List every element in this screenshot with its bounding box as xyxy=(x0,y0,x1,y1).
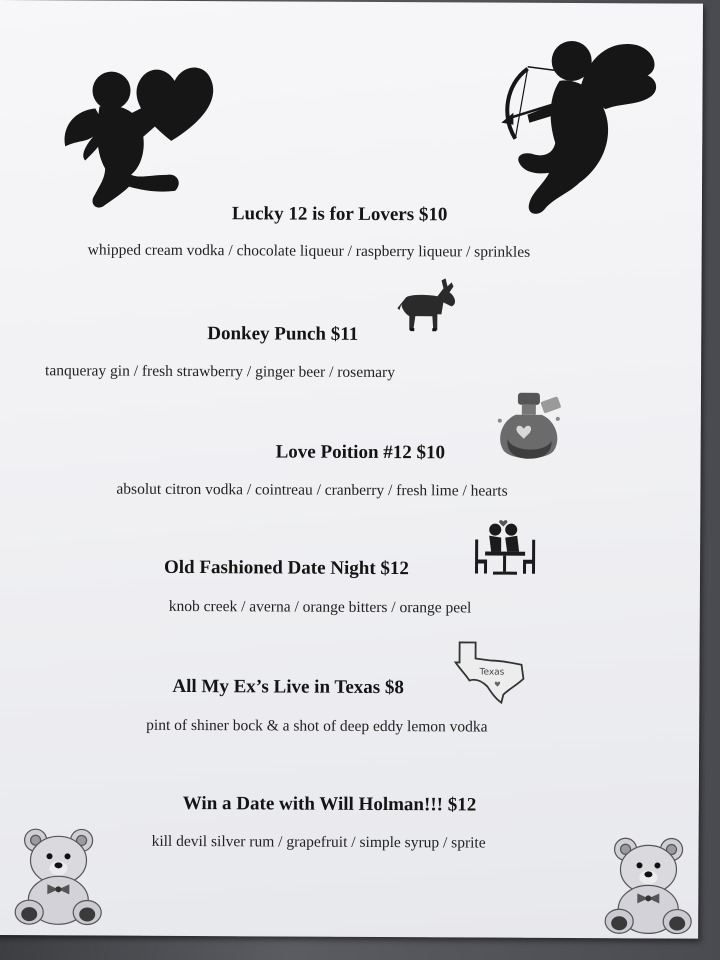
menu-item-5-title: All My Ex’s Live in Texas $8 xyxy=(172,675,405,699)
love-potion-bottle-icon xyxy=(494,391,564,463)
menu-item-1-ingredients: whipped cream vodka / chocolate liqueur / raspberry liqueur / sprinkles xyxy=(87,241,531,261)
menu-item-5-ingredients: pint of shiner bock & a shot of deep eddy lemon vodka xyxy=(146,716,488,736)
menu-item-3-title: Love Poition #12 $10 xyxy=(275,441,446,464)
donkey-icon xyxy=(397,278,459,336)
cupid-with-heart-icon xyxy=(59,50,220,216)
menu-item-1-title: Lucky 12 is for Lovers $10 xyxy=(231,203,448,226)
menu-item-2-ingredients: tanqueray gin / fresh strawberry / ginger beer / rosemary xyxy=(45,362,396,382)
teddy-bear-icon xyxy=(603,835,694,935)
texas-map-icon xyxy=(451,638,527,704)
menu-item-4-ingredients: knob creek / averna / orange bitters / orange peel xyxy=(168,597,472,617)
couple-dining-icon xyxy=(467,519,543,577)
texas-label: Texas xyxy=(479,667,505,678)
menu-item-6-title: Win a Date with Will Holman!!! $12 xyxy=(182,792,477,816)
menu-item-6-ingredients: kill devil silver rum / grapefruit / simple syrup / sprite xyxy=(151,832,486,852)
cupid-with-bow-icon xyxy=(487,33,668,224)
menu-item-3-ingredients: absolut citron vodka / cointreau / cranberry / fresh lime / hearts xyxy=(116,480,508,500)
menu-item-4-title: Old Fashioned Date Night $12 xyxy=(163,556,410,580)
menu-item-2-title: Donkey Punch $11 xyxy=(207,323,359,345)
teddy-bear-icon xyxy=(13,826,104,926)
